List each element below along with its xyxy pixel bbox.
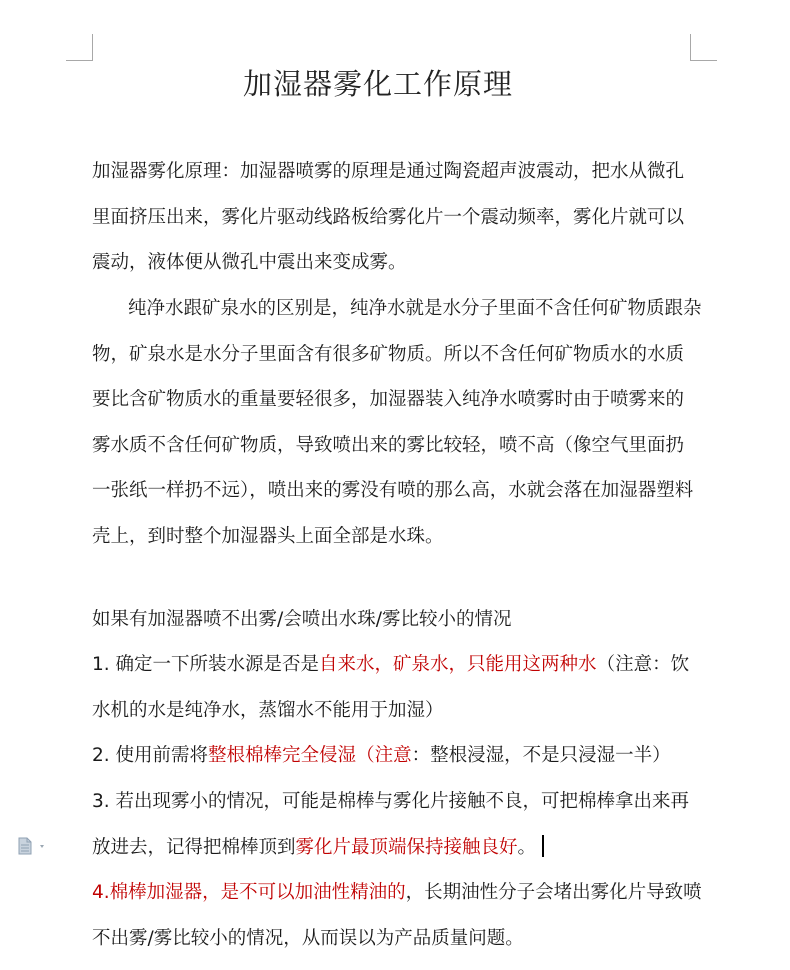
document-icon[interactable] — [17, 837, 51, 855]
paragraph-pure-vs-mineral-water: 纯净水跟矿泉水的区别是，纯净水就是水分子里面不含任何矿物质跟杂物，矿泉水是水分子里面含有很多矿物质。所以不含任何矿物质水的水质要比含矿物质水的重量要轻很多，加湿器装入纯净水喷雾时由于喷雾来的雾水质不含任何矿物质，导致喷出来的雾比较轻，喷不高（像空气里面扔一张纸一样扔不远），喷出来的雾没有喷的那么高，水就会落在加湿器塑料壳上，到时整个加湿器头上面全部是水珠。 — [92, 298, 702, 547]
list-item-2-paren: （ — [356, 745, 375, 766]
page-corner-mark-top-right — [690, 34, 717, 61]
paragraph-troubleshooting-heading: 如果有加湿器喷不出雾/会喷出水珠/雾比较小的情况 — [92, 609, 512, 630]
page-corner-mark-top-left — [66, 34, 93, 61]
list-item-2 — [92, 733, 702, 779]
document-title: 加湿器雾化工作原理 — [242, 67, 513, 101]
list-item-4-text: ，长期油性分子会堵出雾化片导致喷不出雾/雾比较小的情况，从而误以为产品质量问题。 — [92, 882, 702, 949]
list-item-3-end: 。 — [517, 836, 537, 858]
list-item-3-text: 3. 若出现雾小的情况，可能是棉棒与雾化片接触不良，可把棉棒拿出来再放进去，记得把棉棒顶到 — [92, 791, 690, 858]
list-item-1-highlight: 自来水，矿泉水，只能用这两种水 — [319, 654, 597, 675]
list-item-3-highlight: 雾化片最顶端保持接触良好 — [295, 836, 518, 858]
list-item-2-note-label: 注意 — [374, 745, 412, 766]
list-item-2-highlight: 整根棉棒完全侵湿 — [208, 745, 357, 766]
paragraph-atomization-principle: 加湿器雾化原理：加湿器喷雾的原理是通过陶瓷超声波震动，把水从微孔里面挤压出来，雾化片驱动线路板给雾化片一个震动频率，雾化片就可以震动，液体便从微孔中震出来变成雾。 — [92, 161, 685, 273]
list-item-1-note: （注意：饮水机的水是纯净水，蒸馏水不能用于加湿） — [92, 654, 690, 721]
list-item-2-note: ：整根浸湿，不是只浸湿一半） — [411, 745, 671, 766]
list-item-4-highlight: 4.棉棒加湿器，是不可以加油性精油的 — [92, 882, 406, 903]
list-item-1-text: 1. 确定一下所装水源是否是 — [92, 654, 320, 675]
list-item-1 — [92, 642, 702, 733]
list-item-2-text: 2. 使用前需将 — [92, 745, 209, 766]
list-item-4 — [92, 870, 702, 961]
text-cursor — [542, 835, 544, 857]
list-item-3 — [92, 779, 702, 870]
